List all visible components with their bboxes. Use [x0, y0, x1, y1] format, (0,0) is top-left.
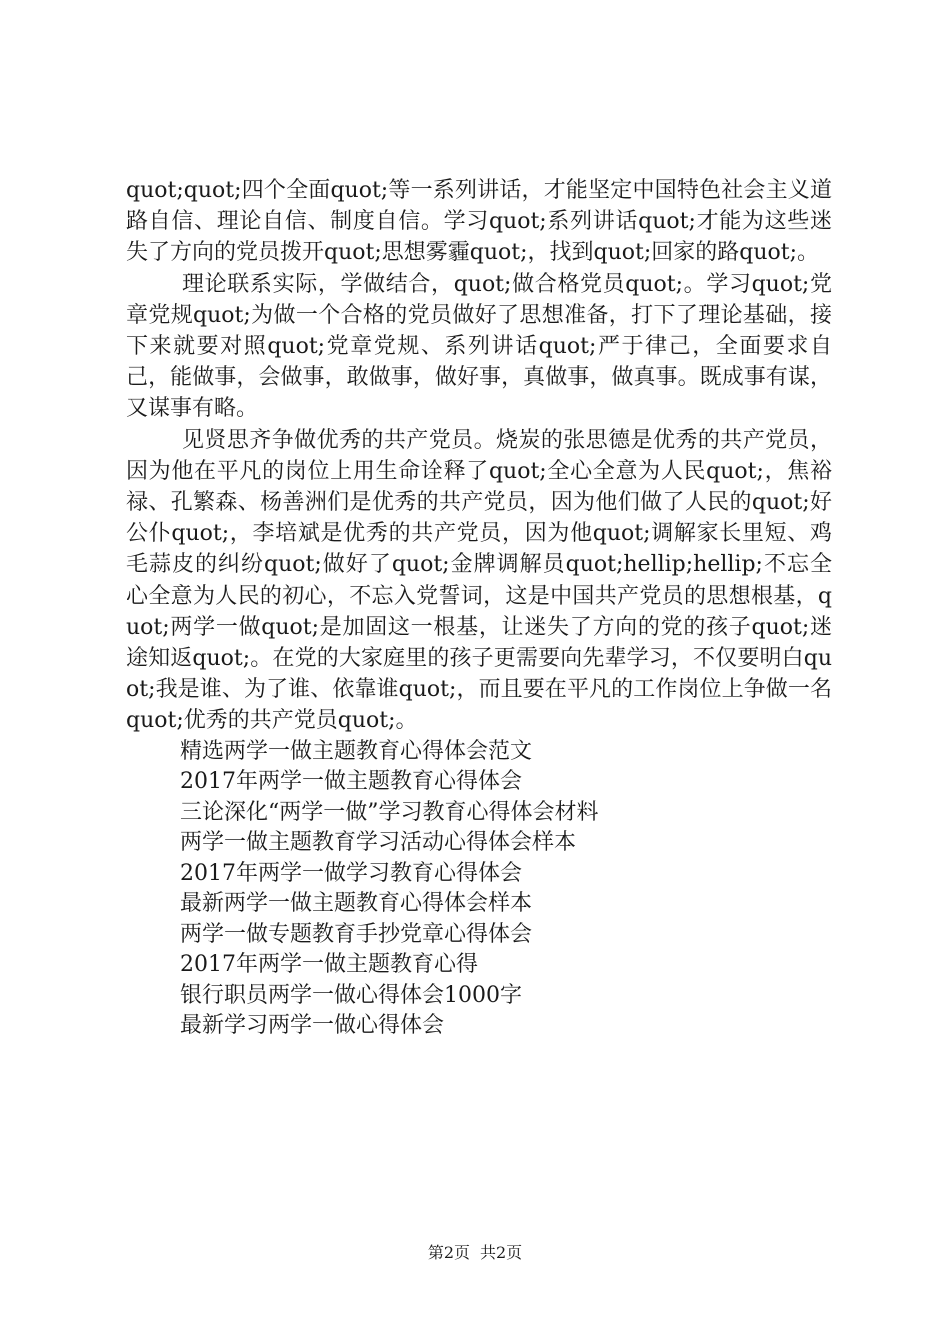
related-article-link[interactable]: 两学一做专题教育手抄党章心得体会	[180, 921, 533, 947]
related-article-link[interactable]: 2017年两学一做主题教育心得体会	[180, 769, 522, 795]
page-number-total: 共2页	[480, 1243, 523, 1262]
related-articles-list	[126, 737, 832, 1042]
related-article-link[interactable]: 最新学习两学一做心得体会	[180, 1013, 445, 1039]
related-article-link[interactable]: 最新两学一做主题教育心得体会样本	[180, 891, 533, 917]
related-article-link[interactable]: 两学一做主题教育学习活动心得体会样本	[180, 830, 577, 856]
related-article-link[interactable]: 银行职员两学一做心得体会1000字	[180, 982, 522, 1008]
page-number-current: 第2页	[427, 1243, 470, 1262]
related-article-link[interactable]: 2017年两学一做主题教育心得	[180, 952, 478, 978]
document-body	[126, 175, 832, 1042]
related-article-link[interactable]: 三论深化“两学一做”学习教育心得体会材料	[180, 799, 599, 825]
paragraph-continuation: quot;quot;四个全面quot;等一系列讲话，才能坚定中国特色社会主义道路自信、理论自信、制度自信。学习quot;系列讲话quot;才能为这些迷失了方向的党员拨开quot;思想雾霾quot;，找到quot;回家的路quot;。	[126, 178, 832, 266]
related-article-link[interactable]: 精选两学一做主题教育心得体会范文	[180, 738, 533, 764]
page-footer	[0, 1243, 950, 1263]
paragraph-theory-practice: 理论联系实际，学做结合，quot;做合格党员quot;。学习quot;党章党规quot;为做一个合格的党员做好了思想准备，打下了理论基础，接下来就要对照quot;党章党规、系列讲话quot;严于律己，全面要求自己，能做事，会做事，敢做事，做好事，真做事，做真事。既成事有谋，又谋事有略。	[126, 271, 832, 422]
related-article-link[interactable]: 2017年两学一做学习教育心得体会	[180, 860, 522, 886]
paragraph-model-members: 见贤思齐争做优秀的共产党员。烧炭的张思德是优秀的共产党员，因为他在平凡的岗位上用生命诠释了quot;全心全意为人民quot;，焦裕禄、孔繁森、杨善洲们是优秀的共产党员，因为他们做了人民的quot;好公仆quot;，李培斌是优秀的共产党员，因为他quot;调解家长里短、鸡毛蒜皮的纠纷quot;做好了quot;金牌调解员quot;hellip;hellip;不忘全心全意为人民的初心，不忘入党誓词，这是中国共产党员的思想根基，quot;两学一做quot;是加固这一根基，让迷失了方向的党的孩子quot;迷途知返quot;。在党的大家庭里的孩子更需要向先辈学习，不仅要明白quot;我是谁、为了谁、依靠谁quot;，而且要在平凡的工作岗位上争做一名quot;优秀的共产党员quot;。	[126, 427, 832, 734]
